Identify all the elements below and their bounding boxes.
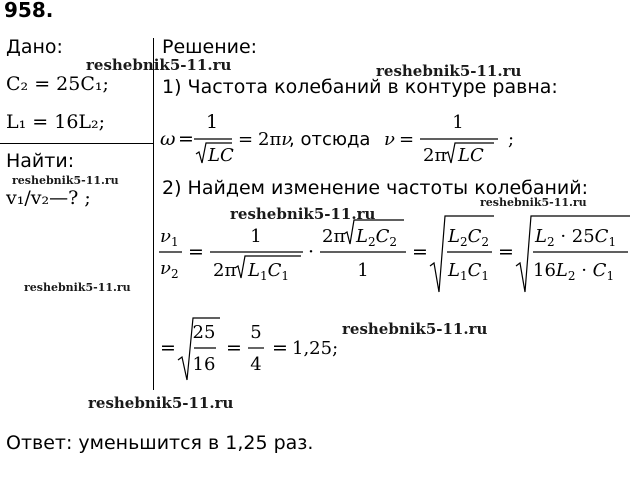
- svg-text:=: =: [188, 241, 204, 263]
- watermark-7: reshebnik5-11.ru: [342, 320, 488, 338]
- svg-text:16L2 · C1: $16L_2 \cdot C_1$: [533, 260, 615, 283]
- svg-text:=: =: [160, 337, 176, 359]
- svg-text:1: 1: [357, 260, 369, 281]
- svg-text:25: 25: [192, 322, 216, 343]
- find-line-1: v₁/v₂—? ;: [6, 187, 91, 209]
- svg-text:LC: LC: [208, 145, 234, 166]
- answer-text: Ответ: уменьшится в 1,25 раз.: [6, 432, 314, 454]
- svg-text:L1C1: $L_1C_1$: [448, 260, 490, 283]
- svg-text:1: 1: [205, 111, 219, 133]
- formula-3: [158, 312, 358, 382]
- svg-text:=: =: [238, 129, 254, 150]
- given-header: Дано:: [6, 36, 63, 58]
- svg-text:;: ;: [508, 129, 515, 150]
- svg-text:1: 1: [250, 226, 262, 247]
- watermark-4: reshebnik5-11.ru: [480, 196, 587, 209]
- watermark-3: reshebnik5-11.ru: [12, 174, 119, 187]
- find-header: Найти:: [6, 150, 75, 172]
- svg-text:L1C1: $L_1C_1$: [248, 260, 290, 283]
- svg-text:=: =: [178, 128, 194, 150]
- given-line-2: L₁ = 16L₂;: [6, 111, 106, 133]
- watermark-2: reshebnik5-11.ru: [376, 62, 522, 80]
- svg-text:ν2: $\nu_2$: [160, 258, 179, 281]
- svg-text:ω: ω: [160, 128, 176, 150]
- svg-text:1: 1: [452, 112, 464, 133]
- svg-text:1,25;: 1,25;: [292, 338, 339, 359]
- watermark-6: reshebnik5-11.ru: [24, 281, 131, 294]
- problem-number: 958.: [4, 0, 54, 22]
- watermark-5: reshebnik5-11.ru: [230, 205, 376, 223]
- solution-step-1: 1) Частота колебаний в контуре равна:: [162, 76, 558, 98]
- svg-text:2π: 2π: [322, 226, 346, 247]
- svg-text:=: =: [412, 241, 428, 263]
- given-line-1: C₂ = 25C₁;: [6, 73, 109, 95]
- watermark-1: reshebnik5-11.ru: [86, 56, 232, 74]
- svg-text:·: ·: [308, 241, 315, 263]
- svg-text:L2C2: $L_2C_2$: [356, 226, 398, 249]
- svg-text:LC: LC: [458, 145, 484, 166]
- svg-text:L2C2: $L_2C_2$: [448, 226, 490, 249]
- svg-text:ν1: $\nu_1$: [160, 226, 179, 249]
- svg-text:=: =: [226, 337, 242, 359]
- svg-text:=: =: [399, 129, 415, 150]
- solution-step-2: 2) Найдем изменение частоты колебаний:: [162, 177, 589, 199]
- svg-text:=: =: [272, 337, 288, 359]
- svg-text:16: 16: [192, 354, 216, 375]
- formula-1: [158, 104, 528, 168]
- svg-text:ν: ν: [384, 129, 395, 150]
- svg-text:=: =: [498, 241, 514, 263]
- column-divider: [153, 38, 154, 390]
- svg-text:2πν: 2πν: [258, 129, 293, 150]
- svg-text:L2 · 25C1: $L_2 \cdot 25C_1$: [535, 226, 617, 249]
- svg-text:5: 5: [250, 322, 262, 343]
- svg-text:, отсюда: , отсюда: [289, 129, 371, 150]
- given-divider: [0, 143, 153, 144]
- watermark-8: reshebnik5-11.ru: [88, 394, 234, 412]
- solution-header: Решение:: [162, 36, 258, 58]
- svg-text:4: 4: [250, 354, 262, 375]
- svg-text:2π: 2π: [423, 145, 447, 166]
- svg-text:2π: 2π: [213, 260, 237, 281]
